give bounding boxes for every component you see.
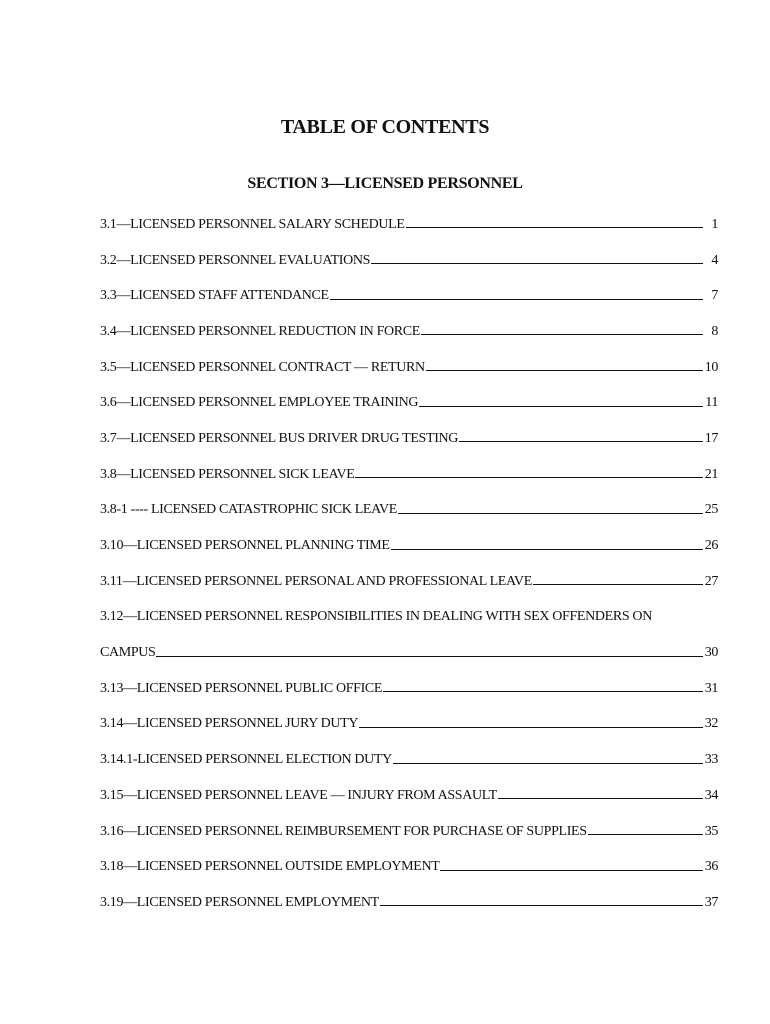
toc-page-number: 31 [704,680,718,696]
toc-page-number: 30 [704,645,718,661]
toc-leader-line [498,798,703,799]
section-heading: SECTION 3—LICENSED PERSONNEL [247,175,523,192]
toc-entry-label: 3.8-1 ---- LICENSED CATASTROPHIC SICK LEAVE [100,502,398,518]
toc-page-number: 10 [704,359,718,375]
toc-leader-line [355,477,703,478]
toc-leader-line [383,691,703,692]
toc-entry [100,457,718,493]
toc-entry [100,421,718,457]
toc-entry [100,635,718,671]
toc-entry-label: 3.15—LICENSED PERSONNEL LEAVE — INJURY FROM ASSAULT [100,787,497,803]
toc-page-number: 4 [711,252,718,268]
toc-leader-line [391,549,703,550]
toc-leader-line [421,334,703,335]
toc-leader-line [406,227,703,228]
toc-entry [100,742,718,778]
toc-entry [100,243,718,279]
toc-entry-label: 3.11—LICENSED PERSONNEL PERSONAL AND PROFESSIONAL LEAVE [100,573,532,589]
toc-entry [100,493,718,529]
toc-entry [100,778,718,814]
toc-entry [100,207,718,243]
toc-entry [100,385,718,421]
toc-entry-label: 3.1—LICENSED PERSONNEL SALARY SCHEDULE [100,216,405,232]
toc-entry [100,564,718,600]
toc-page-number: 11 [705,395,718,411]
toc-entry [100,707,718,743]
toc-list [100,207,718,921]
toc-leader-line [533,584,703,585]
toc-leader-line [459,441,703,442]
toc-entry-label: 3.6—LICENSED PERSONNEL EMPLOYEE TRAINING [100,395,419,411]
toc-entry-label: 3.10—LICENSED PERSONNEL PLANNING TIME [100,538,390,554]
toc-page-number: 7 [711,288,718,304]
toc-page-number: 34 [704,787,718,803]
toc-leader-line [393,763,703,764]
toc-entry [100,314,718,350]
toc-leader-line [371,263,703,264]
toc-entry [100,671,718,707]
toc-page-number: 33 [704,752,718,768]
toc-entry-label: 3.16—LICENSED PERSONNEL REIMBURSEMENT FOR PURCHASE OF SUPPLIES [100,823,587,839]
toc-entry-label: 3.8—LICENSED PERSONNEL SICK LEAVE [100,466,355,482]
toc-leader-line [359,727,703,728]
toc-entry-label: 3.2—LICENSED PERSONNEL EVALUATIONS [100,252,371,268]
toc-page-number: 27 [704,573,718,589]
toc-leader-line [440,870,703,871]
page-title: TABLE OF CONTENTS [280,116,490,138]
toc-leader-line [419,406,703,407]
toc-page-number: 36 [704,859,718,875]
toc-entry-label: 3.12—LICENSED PERSONNEL RESPONSIBILITIES IN DEALING WITH SEX OFFENDERS ON [100,609,652,625]
toc-page-number: 26 [704,538,718,554]
toc-entry-label: 3.13—LICENSED PERSONNEL PUBLIC OFFICE [100,680,383,696]
toc-entry [100,814,718,850]
toc-entry [100,278,718,314]
toc-entry-label: 3.7—LICENSED PERSONNEL BUS DRIVER DRUG TESTING [100,430,459,446]
toc-leader-line [380,905,703,906]
toc-leader-line [426,370,703,371]
toc-leader-line [330,299,703,300]
toc-page-number: 1 [711,216,718,232]
toc-leader-line [398,513,703,514]
toc-entry [100,350,718,386]
toc-entry-label: CAMPUS [100,645,156,661]
toc-page-number: 37 [704,894,718,910]
toc-leader-line [156,656,703,657]
toc-leader-line [588,834,703,835]
toc-page-number: 35 [704,823,718,839]
toc-entry [100,528,718,564]
toc-entry-label: 3.19—LICENSED PERSONNEL EMPLOYMENT [100,894,379,910]
toc-entry-label: 3.14—LICENSED PERSONNEL JURY DUTY [100,716,359,732]
toc-entry-label: 3.18—LICENSED PERSONNEL OUTSIDE EMPLOYMENT [100,859,440,875]
toc-entry [100,600,718,636]
toc-page-number: 17 [704,430,718,446]
toc-entry [100,885,718,921]
toc-entry-label: 3.4—LICENSED PERSONNEL REDUCTION IN FORCE [100,323,420,339]
toc-entry [100,849,718,885]
toc-entry-label: 3.14.1-LICENSED PERSONNEL ELECTION DUTY [100,752,392,768]
toc-entry-label: 3.5—LICENSED PERSONNEL CONTRACT — RETURN [100,359,425,375]
toc-page-number: 25 [704,502,718,518]
toc-page-number: 8 [711,323,718,339]
toc-page-number: 32 [704,716,718,732]
toc-page-number: 21 [704,466,718,482]
toc-entry-label: 3.3—LICENSED STAFF ATTENDANCE [100,288,329,304]
